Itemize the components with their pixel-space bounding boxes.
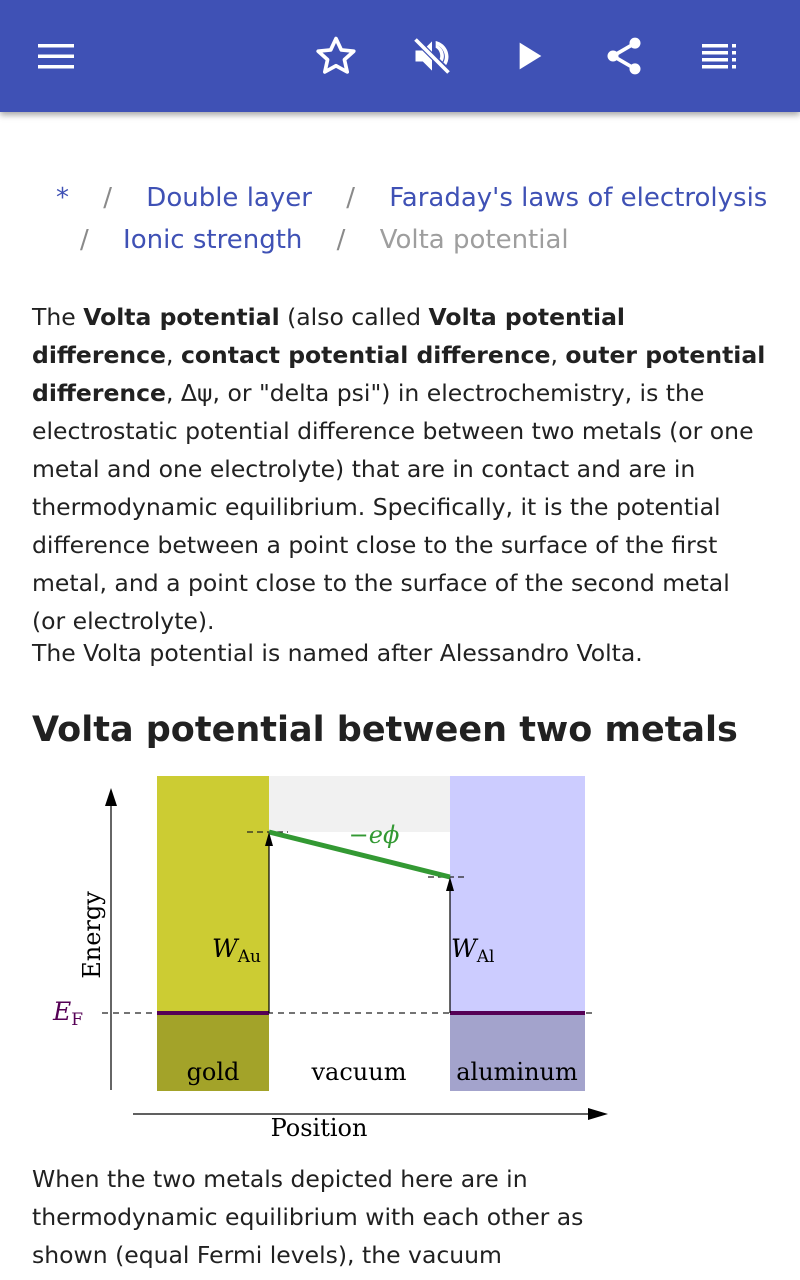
w-au-subscript: Au xyxy=(237,947,261,967)
energy-axis-label: Energy xyxy=(78,891,106,979)
volume-off-icon xyxy=(410,34,454,78)
breadcrumb-item-current: Volta potential xyxy=(379,225,569,255)
breadcrumb-separator: / xyxy=(346,183,355,213)
breadcrumb-item-faradays-laws[interactable]: Faraday's laws of electrolysis xyxy=(389,183,768,213)
w-al: W xyxy=(451,934,477,963)
w-al-subscript: Al xyxy=(476,947,495,967)
aluminum-region xyxy=(450,776,585,1013)
w-au: W xyxy=(212,934,238,963)
play-button[interactable] xyxy=(500,28,556,84)
menu-icon xyxy=(36,40,76,72)
star-icon xyxy=(314,34,358,78)
intro-paragraph xyxy=(32,298,768,640)
text-span: The xyxy=(32,303,84,331)
gold-label: gold xyxy=(186,1058,240,1086)
volta-diagram xyxy=(40,770,620,1150)
play-icon xyxy=(508,36,548,76)
playlist-icon xyxy=(700,40,740,72)
text-span: , xyxy=(550,341,566,369)
term-contact-potential-difference: contact potential difference xyxy=(180,341,551,369)
share-icon xyxy=(602,34,646,78)
caption-paragraph: When the two metals depicted here are in thermodynamic equilibrium with each other as shown (equal Fermi levels), the vacuum xyxy=(32,1165,584,1269)
contents-button[interactable] xyxy=(692,28,748,84)
text-span: , Δψ, or "delta psi") in electrochemistry, is the electrostatic potential difference between two metals (or one metal and one electrolyte) that are in contact and are in thermodynamic equilibrium. Specifically, it is the potential difference between a point close to the surface of the first metal, and a point close to the surface of the second metal (or electrolyte). xyxy=(32,379,754,635)
menu-button[interactable] xyxy=(28,28,84,84)
fermi-level-label xyxy=(52,997,83,1030)
section-heading: Volta potential between two metals xyxy=(32,710,738,750)
text-span: (also called xyxy=(279,303,429,331)
share-button[interactable] xyxy=(596,28,652,84)
fermi-subscript: F xyxy=(71,1010,84,1030)
breadcrumb-item-double-layer[interactable]: Double layer xyxy=(146,183,312,213)
breadcrumb-separator: / xyxy=(336,225,346,255)
naming-paragraph: The Volta potential is named after Alessandro Volta. xyxy=(32,639,643,667)
fermi-e: E xyxy=(53,997,72,1026)
breadcrumb-item-home[interactable]: * xyxy=(56,183,69,213)
gold-region xyxy=(157,776,269,1013)
favorite-button[interactable] xyxy=(308,28,364,84)
position-axis-arrowhead xyxy=(588,1108,608,1120)
mute-button[interactable] xyxy=(404,28,460,84)
text-span: , xyxy=(165,341,174,369)
position-axis-label: Position xyxy=(270,1114,368,1142)
app-bar xyxy=(0,0,800,112)
term-volta-potential: Volta potential xyxy=(83,303,280,331)
vacuum-label: vacuum xyxy=(311,1058,407,1086)
energy-axis-arrowhead xyxy=(105,788,117,806)
aluminum-label: aluminum xyxy=(456,1058,578,1086)
term-volta-potential-difference: Volta potential difference xyxy=(32,303,625,369)
potential-difference-label: −eϕ xyxy=(348,821,400,849)
breadcrumb-separator: / xyxy=(103,183,113,213)
breadcrumb-separator: / xyxy=(80,225,89,255)
term-outer-potential-difference: outer potential difference xyxy=(32,341,766,407)
breadcrumb-item-ionic-strength[interactable]: Ionic strength xyxy=(123,225,303,255)
